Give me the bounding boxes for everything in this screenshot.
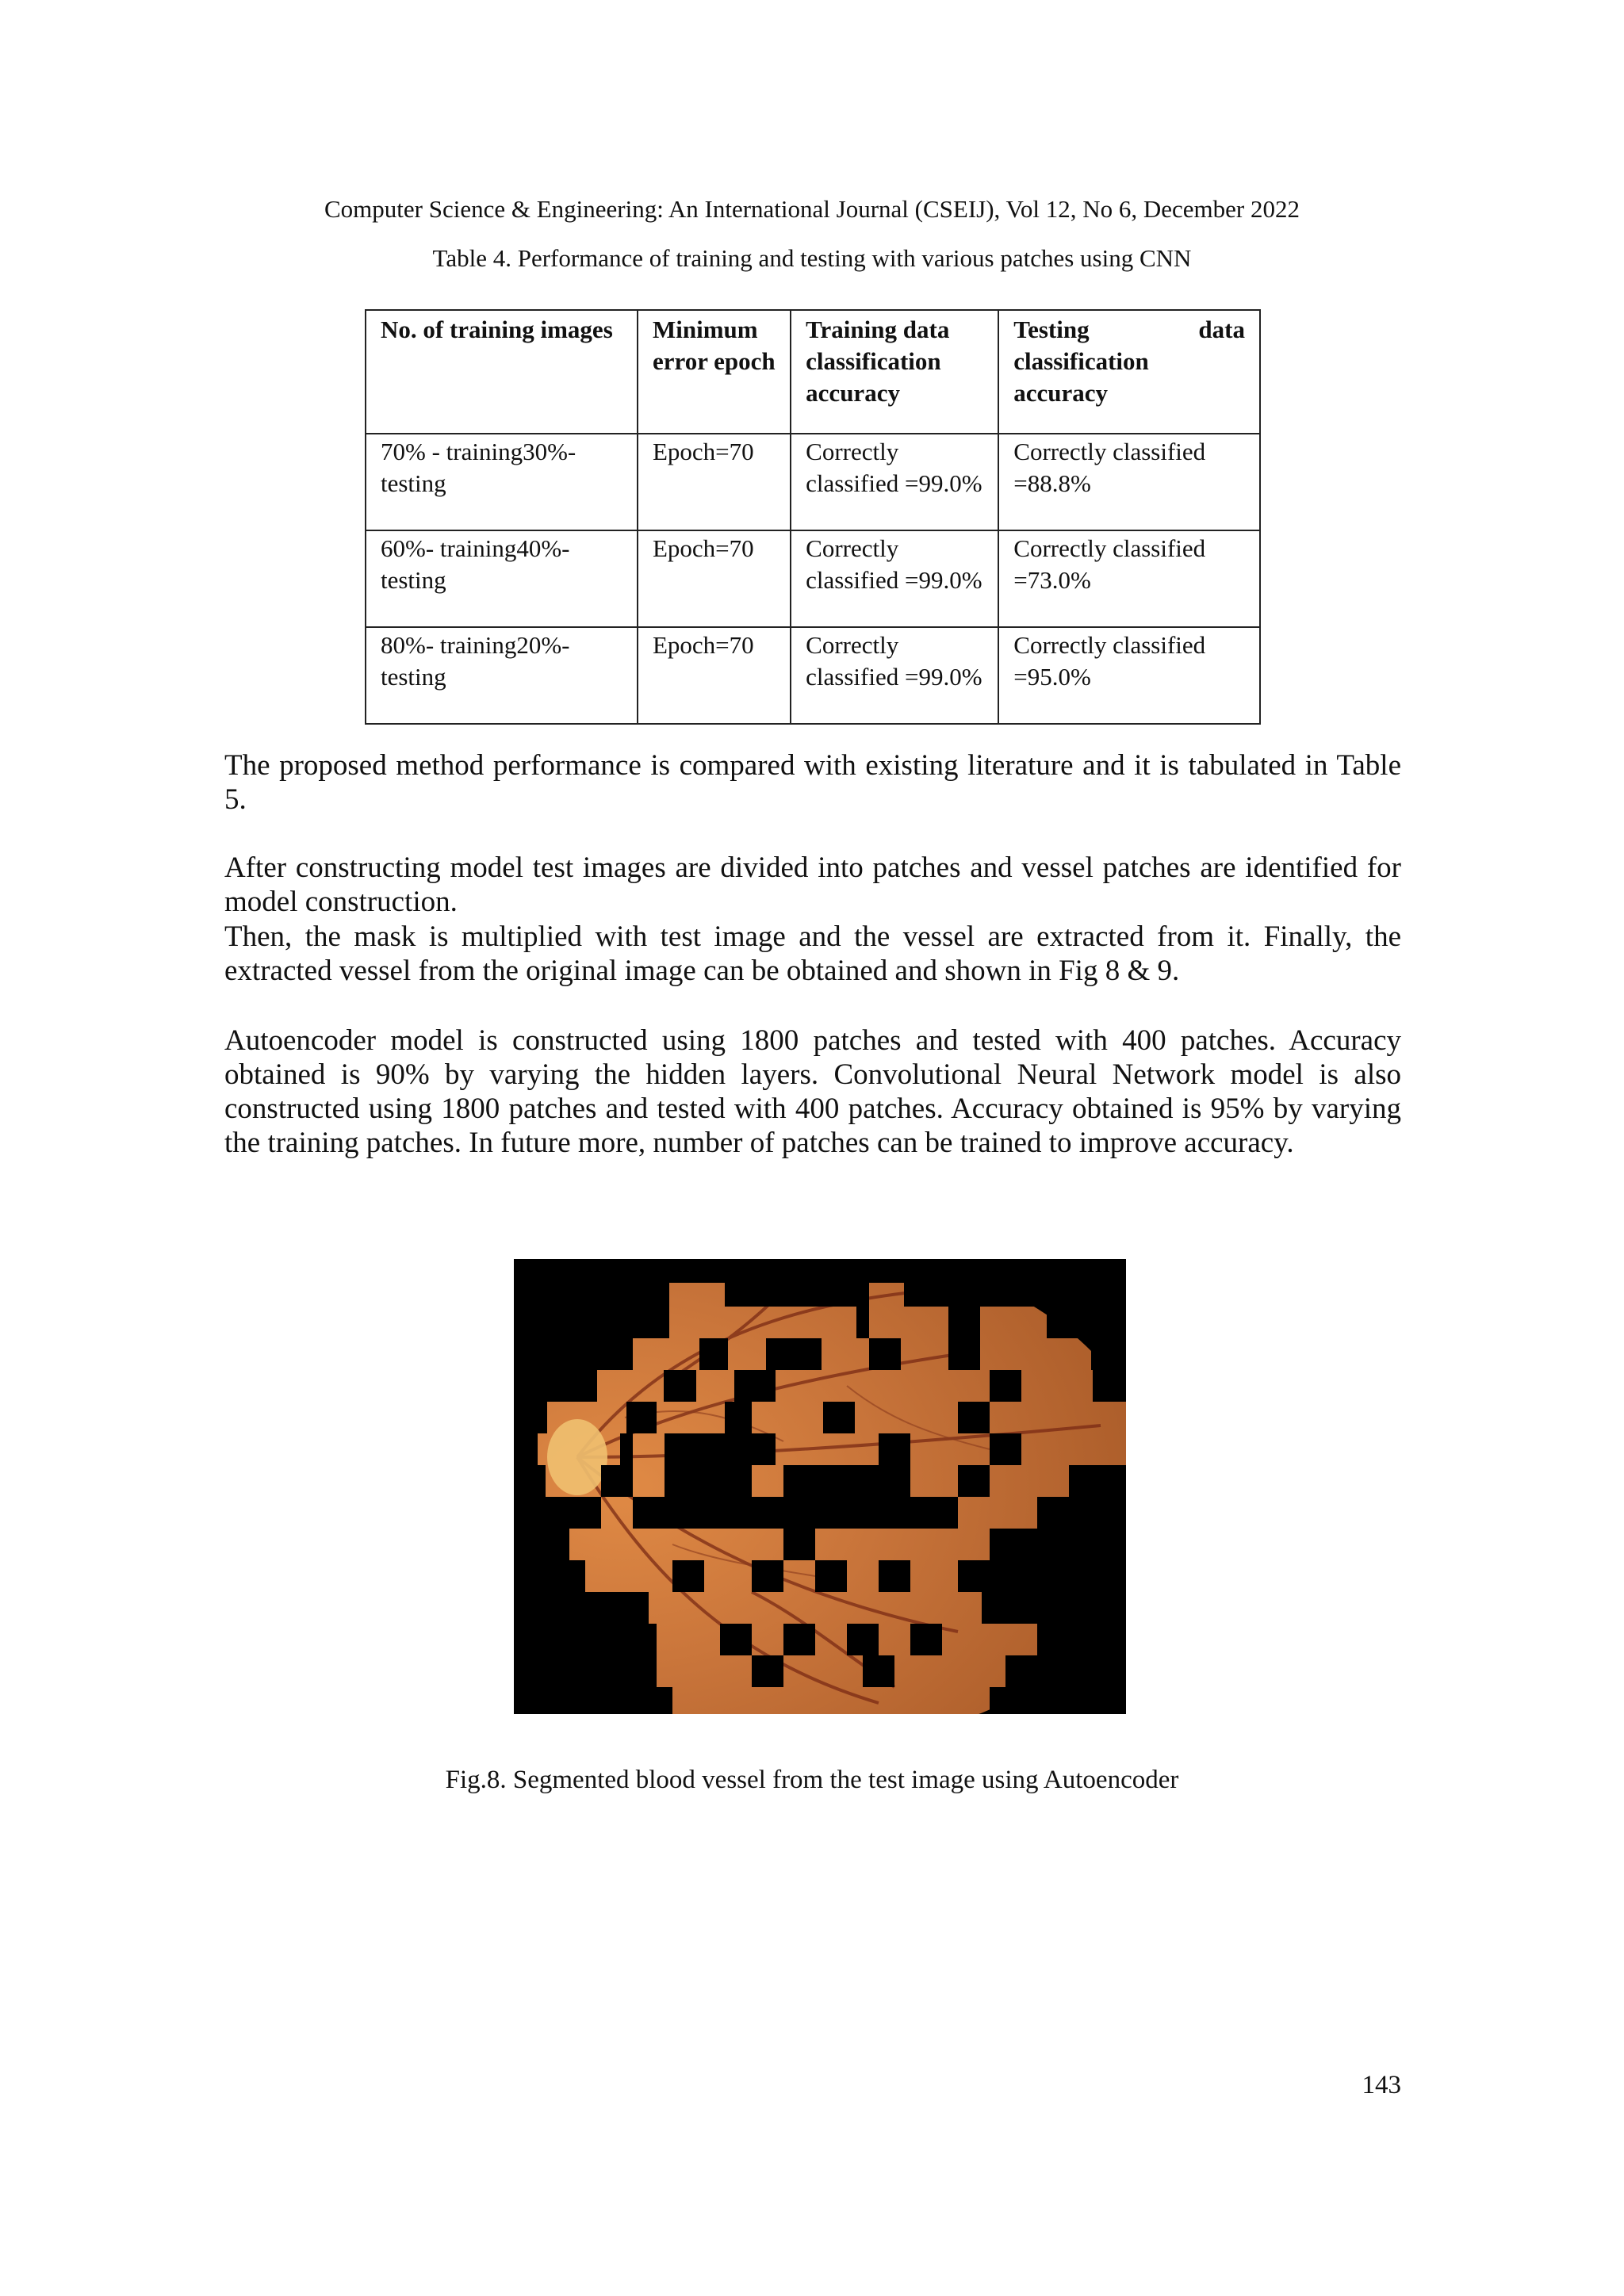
header-training-accuracy: Training data classification accuracy <box>791 310 998 434</box>
table-row <box>366 530 1260 627</box>
paragraph-accuracy-summary: Autoencoder model is constructed using 1800 patches and tested with 400 patches. Accuracy obtained is 90% by varying the hidden layers. Convolutional Neural Network model is also constructed using 1800 patches and tested with 400 patches. Accuracy obtained is 95% by varying the training patches. In future more, number of patches can be trained to improve accuracy. <box>224 1024 1401 1159</box>
cell-epoch: Epoch=70 <box>638 530 791 627</box>
header-training-images: No. of training images <box>366 310 638 434</box>
segmented-vessel-figure <box>514 1259 1126 1714</box>
cell-split: 80%- training20%- testing <box>366 627 638 724</box>
table-caption: Table 4. Performance of training and testing with various patches using CNN <box>432 244 1192 272</box>
header-testing-accuracy: Testing data classification accuracy <box>998 310 1260 434</box>
cell-training-accuracy: Correctly classified =99.0% <box>791 627 998 724</box>
table-row <box>366 627 1260 724</box>
table-row <box>366 434 1260 530</box>
cell-testing-accuracy: Correctly classified =88.8% <box>998 434 1260 530</box>
cell-split: 60%- training40%- testing <box>366 530 638 627</box>
header-min-error-epoch: Minimum error epoch <box>638 310 791 434</box>
cell-epoch: Epoch=70 <box>638 627 791 724</box>
cell-testing-accuracy: Correctly classified =95.0% <box>998 627 1260 724</box>
performance-table <box>365 309 1261 725</box>
cell-split: 70% - training30%- testing <box>366 434 638 530</box>
paragraph-comparison: The proposed method performance is compared with existing literature and it is tabulated in Table 5. <box>224 749 1401 816</box>
paragraph-mask-extraction: Then, the mask is multiplied with test image and the vessel are extracted from it. Finally, the extracted vessel from the original image can be obtained and shown in Fig 8 & 9. <box>224 920 1401 987</box>
cell-testing-accuracy: Correctly classified =73.0% <box>998 530 1260 627</box>
page-number: 143 <box>1362 2071 1401 2099</box>
cell-epoch: Epoch=70 <box>638 434 791 530</box>
cell-training-accuracy: Correctly classified =99.0% <box>791 434 998 530</box>
table-header-row <box>366 310 1260 434</box>
journal-header: Computer Science & Engineering: An International Journal (CSEIJ), Vol 12, No 6, December 2022 <box>324 195 1300 223</box>
segmented-retina-image <box>514 1259 1126 1714</box>
figure-caption: Fig.8. Segmented blood vessel from the test image using Autoencoder <box>445 1766 1179 1794</box>
optic-disc <box>547 1419 607 1495</box>
cell-training-accuracy: Correctly classified =99.0% <box>791 530 998 627</box>
paragraph-model-construction: After constructing model test images are divided into patches and vessel patches are identified for model construction. <box>224 851 1401 918</box>
